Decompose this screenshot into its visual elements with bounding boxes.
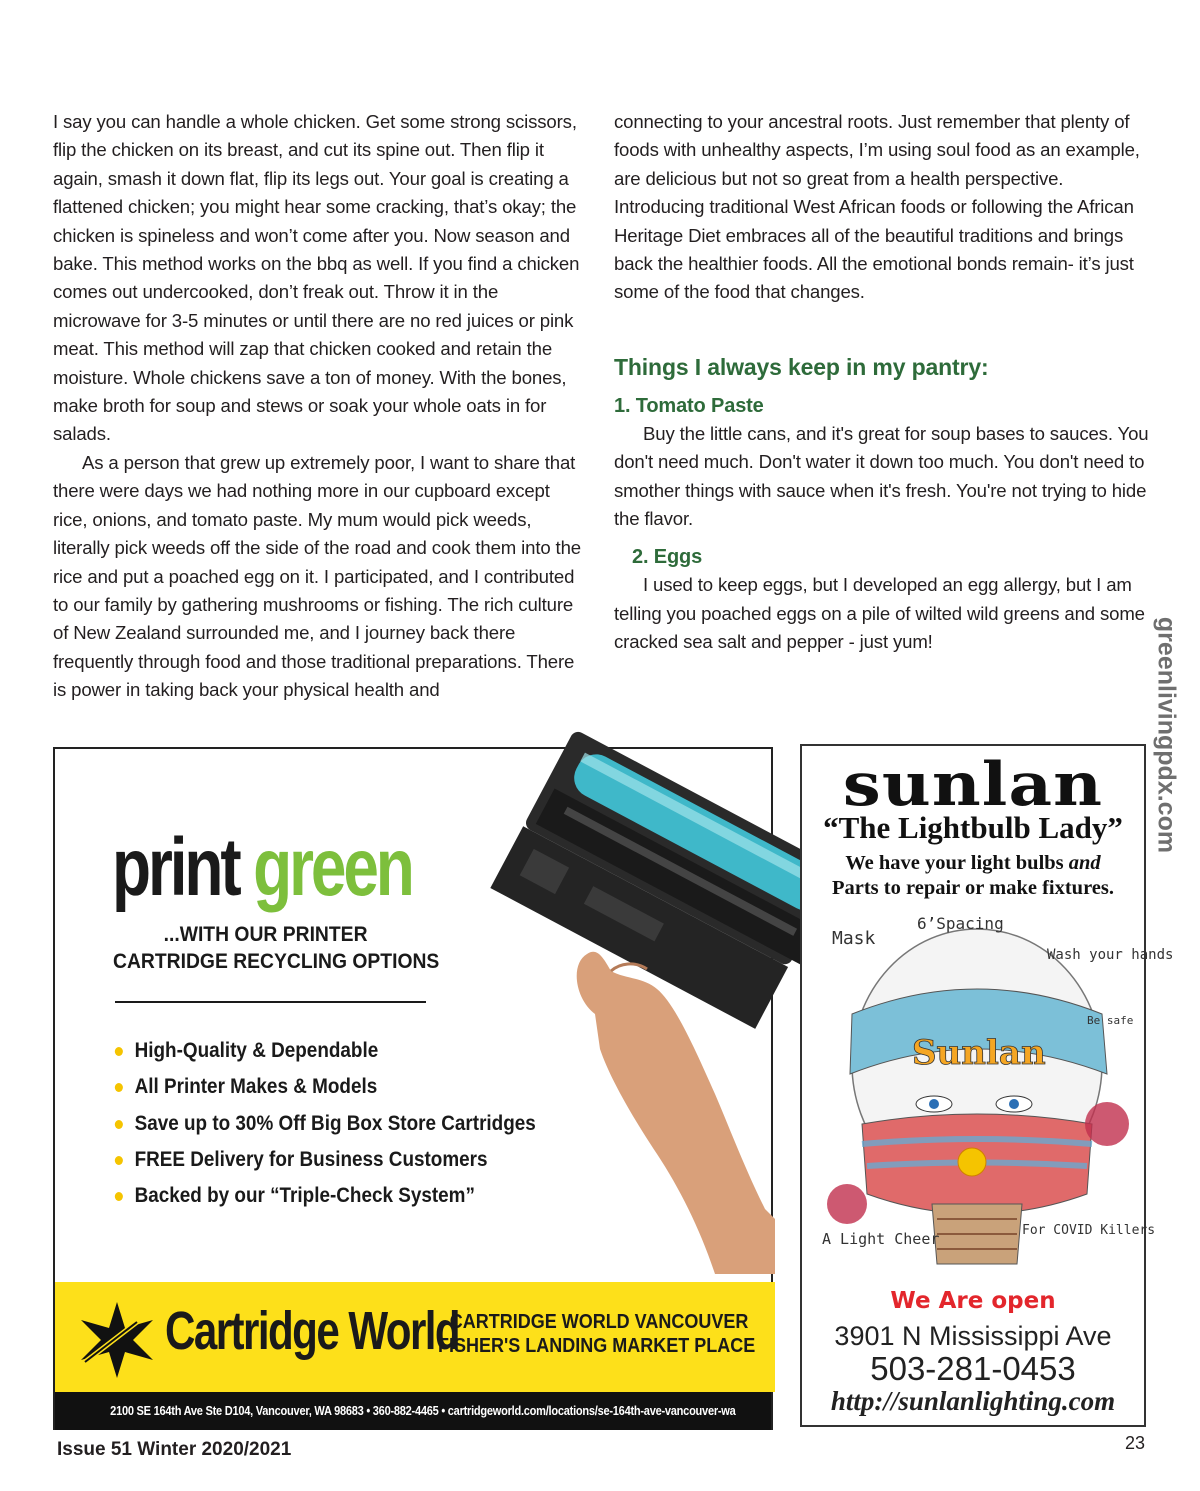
store-location	[438, 1310, 755, 1358]
benefit-item: All Printer Makes & Models	[113, 1069, 536, 1105]
sketch-mask-label: Mask	[832, 928, 876, 949]
sunlan-url: http://sunlanlighting.com	[830, 1386, 1116, 1416]
store-address-bar	[55, 1392, 771, 1430]
pantry-item-text: Buy the little cans, and it's great for soup bases to sauces. You don't need much. Don't water it down too much. You don't need to smother things with sauce when it's fresh. You're not trying to hide the flavor.	[614, 422, 1149, 530]
sketch-band-text: Sunlan	[912, 1033, 1046, 1073]
desc-and: and	[1068, 852, 1101, 874]
sunlan-logo: sunlan	[842, 750, 1104, 820]
benefit-item: High-Quality & Dependable	[113, 1033, 536, 1069]
benefits-list	[113, 1033, 583, 1214]
cartridge-world-ad	[53, 747, 773, 1430]
sunlan-tagline: “The Lightbulb Lady”	[823, 810, 1123, 845]
store-name: CARTRIDGE WORLD VANCOUVER	[449, 1311, 749, 1333]
sunlan-street: 3901 N Mississippi Ave	[834, 1321, 1112, 1351]
sunlan-ad	[800, 744, 1174, 1427]
divider	[115, 1001, 426, 1003]
sketch-light-label: A Light Cheer	[822, 1230, 940, 1248]
article-left-column	[53, 108, 588, 705]
open-notice: We Are open	[890, 1288, 1056, 1314]
article-paragraph: As a person that grew up extremely poor, I want to share that there were days we had nothing more in our cupboard except rice, onions, and tomato paste. My mum would pick weeds, literally pick weeds off the side of the road and cook them into the rice and put a poached egg on it. I participated, and I contributed to our family by gathering mushrooms or fishing. The rich culture of New Zealand surrounded me, and I journey back there frequently through food and those traditional preparations. There is power in taking back your physical health and	[53, 451, 581, 701]
sunlan-description	[802, 851, 1144, 901]
sketch-besafe-label: Be safe	[1087, 1014, 1134, 1027]
sidebar-url-text: greenlivingpdx.com	[1152, 616, 1181, 853]
sidebar-url	[1151, 612, 1181, 857]
page-number: 23	[1125, 1433, 1146, 1453]
brand-band	[55, 1282, 775, 1392]
store-address: 2100 SE 164th Ave Ste D104, Vancouver, WA 98683 • 360-882-4465 • cartridgeworld.com/locations/se-164th-ave-vancouver-wa	[110, 1403, 736, 1418]
cartridge-world-star-icon	[77, 1300, 157, 1380]
benefit-item: FREE Delivery for Business Customers	[113, 1142, 536, 1178]
desc-line: We have your light bulbs	[845, 852, 1064, 874]
issue-footer: Issue 51 Winter 2020/2021	[57, 1439, 292, 1460]
cartridge-world-logo-text: Cartridge World	[165, 1301, 460, 1361]
recycling-subheadline	[113, 921, 439, 975]
pantry-heading: Things I always keep in my pantry:	[614, 353, 989, 380]
benefit-item: Save up to 30% Off Big Box Store Cartridges	[113, 1106, 536, 1142]
pantry-item-text: I used to keep eggs, but I developed an egg allergy, but I am telling you poached eggs on a pile of wilted wild greens and some cracked sea salt and pepper - just yum!	[614, 574, 1145, 653]
benefit-item: Backed by our “Triple-Check System”	[113, 1178, 536, 1214]
subheadline-line: CARTRIDGE RECYCLING OPTIONS	[113, 950, 440, 973]
print-green-headline	[112, 821, 412, 915]
pantry-item-title: 1. Tomato Paste	[614, 394, 764, 417]
store-place: FISHER'S LANDING MARKET PLACE	[438, 1335, 756, 1357]
subheadline-line: ...WITH OUR PRINTER	[163, 923, 368, 946]
article-right-column	[614, 108, 1149, 657]
headline-print: print	[112, 822, 239, 913]
lightbulb-sketch-illustration	[822, 904, 1174, 1284]
desc-line: Parts to repair or make fixtures.	[831, 877, 1114, 899]
headline-green: green	[253, 822, 412, 913]
pantry-item-title: 2. Eggs	[632, 546, 703, 569]
sunlan-phone: 503-281-0453	[870, 1350, 1076, 1387]
article-paragraph: connecting to your ancestral roots. Just remember that plenty of foods with unhealthy aspects, I’m using soul food as an example, are delicious but not so great from a health perspective. Introducing traditional West African foods or following the African Heritage Diet embraces all of the beautiful traditions and brings back the healthier foods. All the emotional bonds remain- it’s just some of the food that changes.	[614, 111, 1140, 303]
article-paragraph: I say you can handle a whole chicken. Get some strong scissors, flip the chicken on its breast, and cut its spine out. Then flip it again, smash it down flat, flip its legs out. Your goal is creating a flattened chicken; you might hear some cracking, that’s okay; the chicken is spineless and won’t come after you. Now season and bake. This method works on the bbq as well. If you find a chicken comes out undercooked, don’t freak out. Throw it in the microwave for 3-5 minutes or until there are no red juices or pink meat. This method will zap that chicken cooked and retain the moisture. Whole chickens save a ton of money. With the bones, make broth for soup and stews or soak your whole oats in for salads.	[53, 111, 580, 445]
sketch-spacing-label: 6’Spacing	[917, 914, 1004, 933]
sketch-wash-label: Wash your hands	[1047, 947, 1174, 963]
sketch-covid-label: For COVID Killers	[1022, 1223, 1156, 1238]
